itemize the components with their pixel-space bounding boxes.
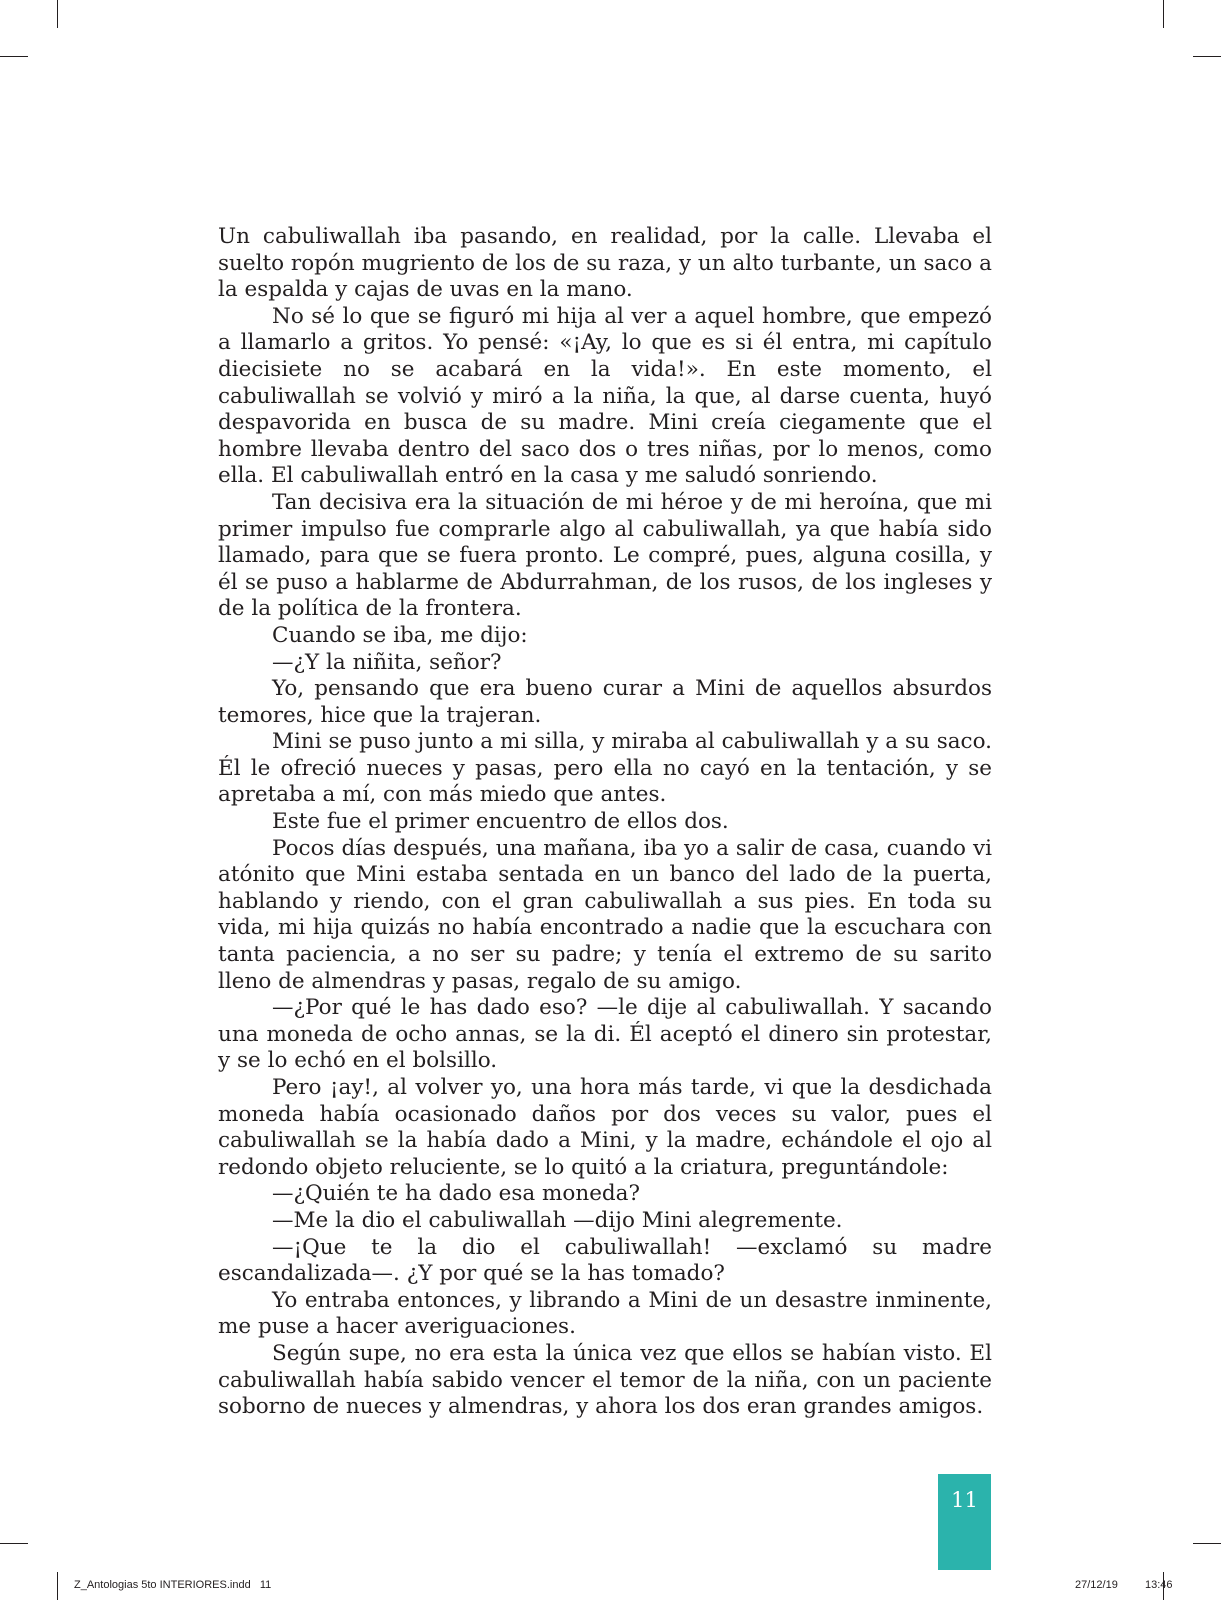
paragraph: Mini se puso junto a mi silla, y miraba al cabuliwallah y a su saco. Él le ofreció nueces y pasas, pero ella no cayó en la tentación, y se apretaba a mí, con más miedo que antes. [218, 729, 992, 808]
slug-datetime: 27/12/19 13:46 [1075, 1579, 1173, 1591]
crop-mark-left-top [0, 56, 28, 57]
paragraph: —¡Que te la dio el cabuliwallah! —exclamó su madre escandalizada—. ¿Y por qué se la has tomado? [218, 1234, 992, 1287]
paragraph: —¿Quién te ha dado esa moneda? [272, 1181, 641, 1207]
paragraph: No sé lo que se figuró mi hija al ver a aquel hombre, que empezó a llamarlo a gritos. Yo pensé: «¡Ay, lo que es si él entra, mi capítulo diecisiete no se acabará en la vida!». En este momento, el cabuliwallah se volvió y miró a la niña, la que, al darse cuenta, huyó despavorida en busca de su madre. Mini creía ciegamente que el hombre llevaba dentro del saco dos o tres niñas, por lo menos, como ella. El cabuliwallah entró en la casa y me saludó sonriendo. [218, 303, 992, 489]
slug-filename: Z_Antologias 5to INTERIORES.indd 11 [74, 1579, 272, 1591]
crop-mark-top-left [57, 0, 58, 28]
paragraph: Pero ¡ay!, al volver yo, una hora más tarde, vi que la desdichada moneda había ocasionado daños por dos veces su valor, pues el cabuliwallah se la había dado a Mini, y la madre, echándole el ojo al redondo objeto reluciente, se lo quitó a la criatura, preguntándole: [218, 1075, 992, 1180]
crop-mark-right-top [1193, 56, 1221, 57]
crop-mark-left-bottom [0, 1543, 28, 1544]
paragraph: —Me la dio el cabuliwallah —dijo Mini alegremente. [272, 1207, 843, 1233]
paragraph: Tan decisiva era la situación de mi héroe y de mi heroína, que mi primer impulso fue comprarle algo al cabuliwallah, ya que había sido llamado, para que se fuera pronto. Le compré, pues, alguna cosilla, y él se puso a hablarme de Abdurrahman, de los rusos, de los ingleses y de la política de la frontera. [218, 489, 992, 622]
paragraph: —¿Por qué le has dado eso? —le dije al cabuliwallah. Y sacando una moneda de ocho annas, se la di. Él aceptó el dinero sin protestar, y se lo echó en el bolsillo. [218, 995, 992, 1074]
page-number-tab [938, 1474, 991, 1570]
paragraph: Pocos días después, una mañana, iba yo a salir de casa, cuando vi atónito que Mini estaba sentada en un banco del lado de la puerta, hablando y riendo, con el gran cabuliwallah a sus pies. En toda su vida, mi hija quizás no había encontrado a nadie que la escuchara con tanta paciencia, a no ser su padre; y tenía el extremo de su sarito lleno de almendras y pasas, regalo de su amigo. [218, 835, 992, 994]
paragraph: —¿Y la niñita, señor? [272, 649, 502, 675]
paragraph: Cuando se iba, me dijo: [272, 622, 528, 648]
paragraph: Según supe, no era esta la única vez que ellos se habían visto. El cabuliwallah había sabido vencer el temor de la niña, con un paciente soborno de nueces y almendras, y ahora los dos eran grandes amigos. [218, 1340, 992, 1420]
paragraph: Yo entraba entonces, y librando a Mini de un desastre inminente, me puse a hacer averiguaciones. [218, 1287, 992, 1340]
paragraph: Yo, pensando que era bueno curar a Mini de aquellos absurdos temores, hice que la trajeran. [218, 676, 992, 728]
paragraph: Un cabuliwallah iba pasando, en realidad, por la calle. Llevaba el suelto ropón mugriento de los de su raza, y un alto turbante, un saco a la espalda y cajas de uvas en la mano. [218, 224, 992, 303]
crop-mark-top-right [1163, 0, 1164, 28]
paragraph: Este fue el primer encuentro de ellos dos. [272, 809, 729, 835]
story-text [218, 224, 992, 1421]
crop-mark-bottom-left [57, 1572, 58, 1600]
page-number: 11 [951, 1488, 978, 1512]
crop-mark-right-bottom [1193, 1543, 1221, 1544]
